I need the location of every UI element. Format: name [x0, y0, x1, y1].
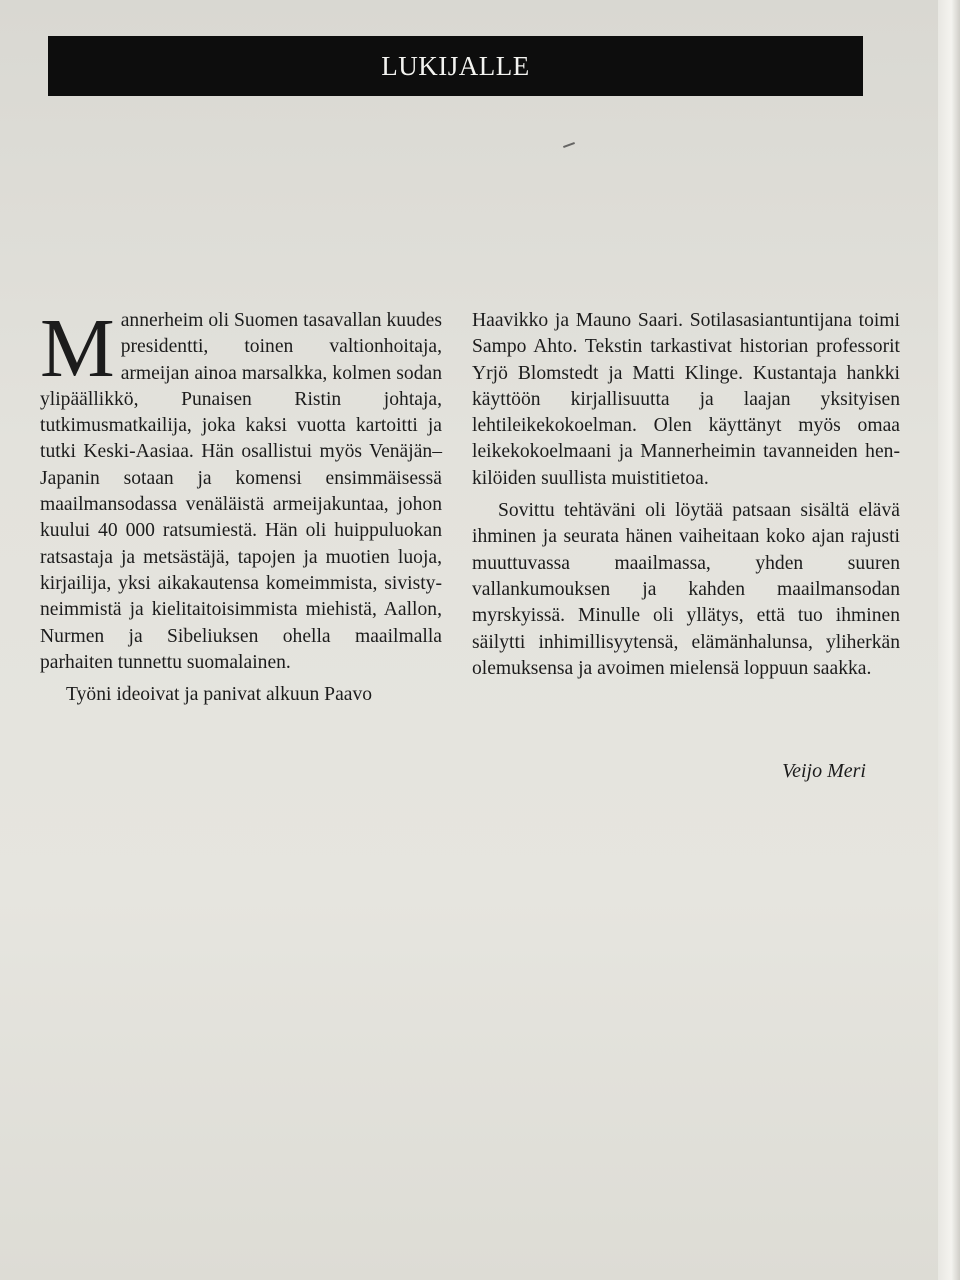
right-paragraph-2: Sovittu tehtäväni oli löytää patsaan sisältä elävä ihminen ja seurata hänen vaiheitaan koko ajan rajusti muuttuvassa maailmassa, yhden suuren vallankumouksen ja kahden maailmansodan myrskyissä. Minulle oli yllätys, että tuo ihminen säilytti inhimillisyytensä, elämänhalunsa, yliherkän olemuksensa ja avoimen mielensä loppuun saakka. — [472, 500, 900, 679]
stray-mark — [563, 142, 575, 148]
left-paragraph-2: Työni ideoivat ja panivat alkuun Paavo — [66, 684, 373, 706]
author-signature: Veijo Meri — [782, 760, 866, 782]
left-column — [40, 302, 442, 708]
right-column — [472, 308, 900, 682]
page-title: LUKIJALLE — [381, 50, 530, 81]
page-edge — [938, 0, 960, 1280]
header-bar — [48, 36, 863, 96]
left-paragraph-1 — [40, 302, 442, 676]
left-paragraph-1-text: annerheim oli Suomen tasavallan kuudes presidentti, toinen valtionhoitaja, armeijan ainoa marsalkka, kolmen sodan ylipäällikkö, Punaisen Ristin johtaja, tutkimusmatkailija, joka kaksi vuotta kartoitti ja tutki Keski-Aasiaa. Hän osallistui myös Venäjän–Japanin sotaan ja komensi ensimmäisessä maailmansodassa venäläistä armeijakuntaa, johon kuului 40 000 ratsumiestä. Hän oli huippuluokan ratsastaja ja metsästäjä, tapojen ja muotien luoja, kirjailija, yksi aikakautensa komeimmista, sivistyneimmistä ja kielitaitoisimmista miehistä, Aallon, Nurmen ja Sibeliuksen ohella maailmalla parhaiten tunnettu suomalainen. — [40, 310, 442, 673]
right-paragraph-1: Haavikko ja Mauno Saari. Sotilasasiantuntijana toimi Sampo Ahto. Tekstin tarkastivat historian professorit Yrjö Blomstedt ja Matti Klinge. Kustantaja hankki käyttöön kirjallisuutta ja laajan yksityisen lehtileikekokoelman. Olen käyttänyt myös omaa leikekokoelmaani ja Mannerheimin tavanneiden henkilöiden suullista muistitietoa. — [472, 310, 900, 489]
drop-cap: M — [40, 302, 115, 395]
